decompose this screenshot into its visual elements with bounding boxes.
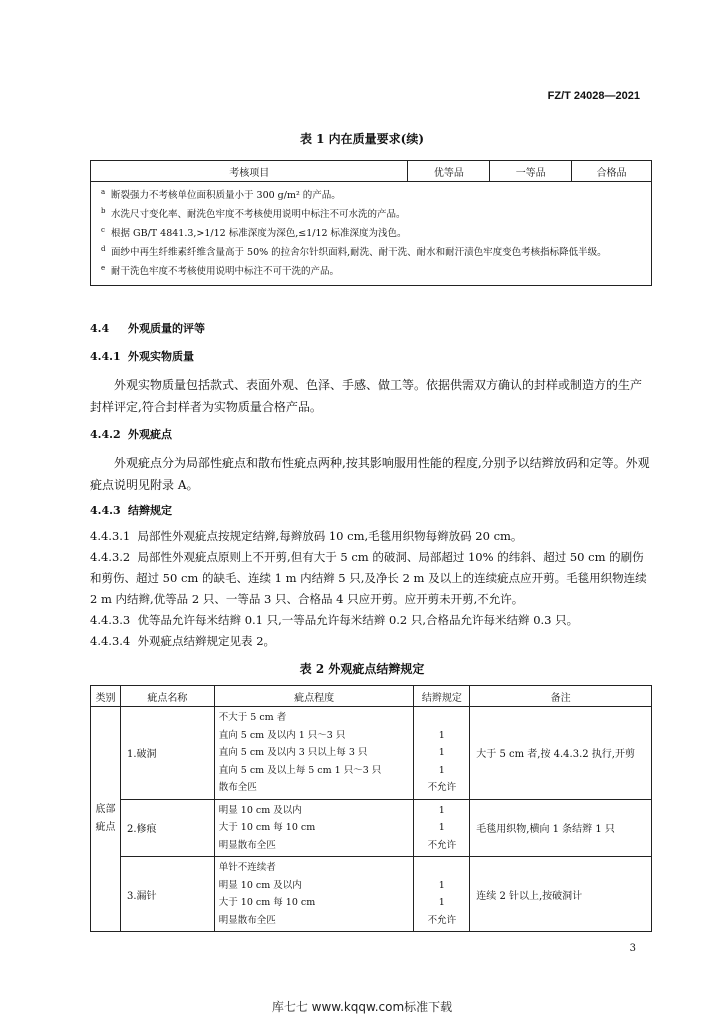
footnote: d 面纱中再生纤维素纤维含量高于 50% 的拉舍尔针织面料,耐洗、耐干洗、耐水和耐汗渍色牢度变色考核指标降低半级。 [101,245,607,258]
remark: 连续 2 针以上,按破洞计 [470,857,652,932]
clause-4-4-3-4: 4.4.3.4 外观疵点结辫规定见表 2。 [90,634,276,648]
table1-title: 表 1 内在质量要求(续) [299,132,425,146]
section-4-4-2-text: 外观疵点分为局部性疵点和散布性疵点两种,按其影响服用性能的程度,分别予以结辫放码和定等。外观疵点说明见附录 A。 [90,456,650,492]
table2-header: 疵点名称 [120,686,214,707]
clause-4-4-3-3: 4.4.3.3 优等品允许每米结辫 0.1 只,一等品允许每米结辫 0.2 只,合格品允许每米结辫 0.3 只。 [90,613,579,627]
section-4-4-1-text: 外观实物质量包括款式、表面外观、色泽、手感、做工等。依据供需双方确认的封样或制造方的生产封样评定,符合封样者为实物质量合格产品。 [90,378,643,414]
table1-header: 考核项目 [91,161,408,182]
defect-name: 3.漏针 [120,857,214,932]
page-number: 3 [629,943,636,954]
section-4-4-3-heading: 4.4.3 结辫规定 [90,504,172,517]
knot-rule: 1 1 不允许 [414,799,470,857]
defect-name: 2.修痕 [120,799,214,857]
category-cell: 底部疵点 [91,707,121,932]
section-4-4-heading: 4.4 外观质量的评等 [90,322,205,335]
footer-watermark[interactable]: 库七七 www.kqqw.com标准下载 [271,1000,453,1014]
table2-header: 结辫规定 [414,686,470,707]
remark: 毛毯用织物,横向 1 条结辫 1 只 [470,799,652,857]
section-4-4-2-heading: 4.4.2 外观疵点 [90,428,172,441]
table1-footnotes [91,182,652,286]
standard-number: FZ/T 24028—2021 [547,90,640,102]
table2-header: 类别 [91,686,121,707]
footnote: b 水洗尺寸变化率、耐洗色牢度不考核使用说明中标注不可水洗的产品。 [101,207,406,220]
table1-header: 一等品 [490,161,572,182]
table1-header: 合格品 [572,161,652,182]
clause-4-4-3-1: 4.4.3.1 局部性外观疵点按规定结辫,每辫放码 10 cm,毛毯用织物每辫放码 20 cm。 [90,529,523,543]
defect-degree: 明显 10 cm 及以内 大于 10 cm 每 10 cm 明显散布全匹 [214,799,414,857]
table2-title: 表 2 外观疵点结辫规定 [299,662,425,676]
footnote: e 耐干洗色牢度不考核使用说明中标注不可干洗的产品。 [101,264,340,277]
clause-4-4-3-2: 4.4.3.2 局部性外观疵点原则上不开剪,但有大于 5 cm 的破洞、局部超过 10% 的纬斜、超过 50 cm 的刷伤和剪伤、超过 50 cm 的缺毛、连续 1 m 内结辫 5 只,及净长 2 m 及以上的连续疵点应开剪。毛毯用织物连续 2 m 内结辫,优等品 2 只、一等品 3 只、合格品 4 只应开剪。应开剪未开剪,不允许。 [90,550,647,606]
defect-name: 1.破洞 [120,707,214,800]
table-row [91,707,652,800]
table1 [90,160,652,286]
table2-header-row [91,686,652,707]
footnote: a 断裂强力不考核单位面积质量小于 300 g/m² 的产品。 [101,188,341,201]
section-4-4-1-heading: 4.4.1 外观实物质量 [90,350,194,363]
table-row [91,857,652,932]
knot-rule: 1 1 不允许 [414,857,470,932]
table2-header: 备注 [470,686,652,707]
table1-header-row [91,161,652,182]
footnote: c 根据 GB/T 4841.3,>1/12 标准深度为深色,≤1/12 标准深度为浅色。 [101,226,407,239]
table1-header: 优等品 [408,161,490,182]
table2-header: 疵点程度 [214,686,414,707]
knot-rule: 1 1 1 不允许 [414,707,470,800]
defect-degree: 单针不连续者 明显 10 cm 及以内 大于 10 cm 每 10 cm 明显散布全匹 [214,857,414,932]
defect-degree: 不大于 5 cm 者 直向 5 cm 及以内 1 只～3 只 直向 5 cm 及以内 3 只以上每 3 只 直向 5 cm 及以上每 5 cm 1 只～3 只 散布全匹 [214,707,414,800]
remark: 大于 5 cm 者,按 4.4.3.2 执行,开剪 [470,707,652,800]
table-row [91,799,652,857]
table2 [90,685,652,932]
